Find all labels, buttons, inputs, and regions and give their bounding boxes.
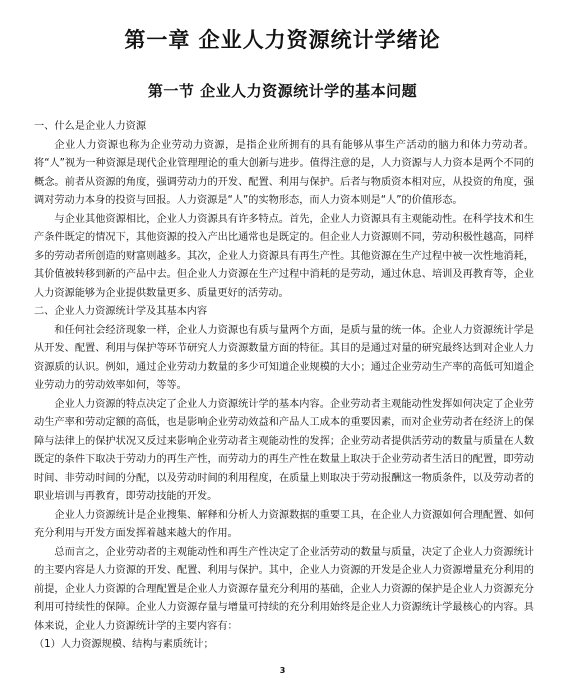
paragraph: 企业人力资源的特点决定了企业人力资源统计学的基本内容。企业劳动者主观能动性发挥如何决定了企业劳动生产率和劳动定额的高低，也是影响企业劳动效益和产品人工成本的重要因素，而对企业劳动者在经济上的保障与法律上的保护状况又反过来影响企业劳动者主观能动性的发挥；企业劳动者提供活劳动的数量与质量在人数既定的条件下取决于劳动力的再生产性，而劳动力的再生产性在数量上取决于企业劳动者生活日的配置，即劳动时间、非劳动时间的分配，以及劳动时间的利用程度，在质量上则取决于劳动报酬这一物质条件，以及劳动者的职业培训与再教育，即劳动技能的开发。	[34, 398, 534, 502]
document-body	[34, 118, 534, 655]
list-item: （1）人力资源规模、结构与素质统计；	[34, 639, 214, 650]
heading-what-is-hr: 一、什么是企业人力资源	[34, 121, 147, 132]
chapter-title: 第一章 企业人力资源统计学绪论	[124, 28, 441, 52]
paragraph: 与企业其他资源相比，企业人力资源具有许多特点。首先，企业人力资源具有主观能动性。在科学技术和生产条件既定的情况下，其他资源的投入产出比通常也是既定的。但企业人力资源则不同，劳动积极性越高，同样多的劳动者所创造的财富则越多。其次，企业人力资源具有再生产性。其他资源在生产过程中被一次性地消耗，其价值被转移到新的产品中去。但企业人力资源在生产过程中消耗的是劳动，通过休息、培训及再教育等，企业人力资源能够为企业提供数量更多、质量更好的活劳动。	[34, 213, 534, 299]
section-title: 第一节 企业人力资源统计学的基本问题	[147, 82, 418, 100]
paragraph: 总而言之，企业劳动者的主观能动性和再生产性决定了企业活劳动的数量与质量，决定了企业人力资源统计的主要内容是人力资源的开发、配置、利用与保护。其中，企业人力资源的开发是企业人力资源增量充分利用的前提，企业人力资源的合理配置是企业人力资源存量充分利用的基础，企业人力资源的保护是企业人力资源充分利用可持续性的保障。企业人力资源存量与增量可持续的充分利用始终是企业人力资源统计学最核心的内容。具体来说，企业人力资源统计学的主要内容有：	[34, 546, 534, 632]
paragraph: 企业人力资源也称为企业劳动力资源，是指企业所拥有的具有能够从事生产活动的脑力和体力劳动者。将“人”视为一种资源是现代企业管理理论的重大创新与进步。值得注意的是，人力资源与人力资本是两个不同的概念。前者从资源的角度，强调劳动力的开发、配置、利用与保护。后者与物质资本相对应，从投资的角度，强调对劳动力本身的投资与回报。人力资源是“人”的实物形态，而人力资本则是“人”的价值形态。	[34, 139, 534, 206]
paragraph: 和任何社会经济现象一样，企业人力资源也有质与量两个方面，是质与量的统一体。企业人力资源统计学是从开发、配置、利用与保护等环节研究人力资源数量方面的特征。其目的是通过对量的研究最终达到对企业人力资源质的认识。例如，通过企业劳动力数量的多少可知道企业规模的大小；通过企业劳动生产率的高低可知道企业劳动力的劳动效率如何，等等。	[34, 324, 534, 391]
page-number: 3	[279, 666, 286, 675]
heading-hr-statistics-content: 二、企业人力资源统计学及其基本内容	[34, 306, 208, 317]
paragraph: 企业人力资源统计是企业搜集、解释和分析人力资源数据的重要工具，在企业人力资源如何合理配置、如何充分利用与开发方面发挥着越来越大的作用。	[34, 509, 534, 539]
